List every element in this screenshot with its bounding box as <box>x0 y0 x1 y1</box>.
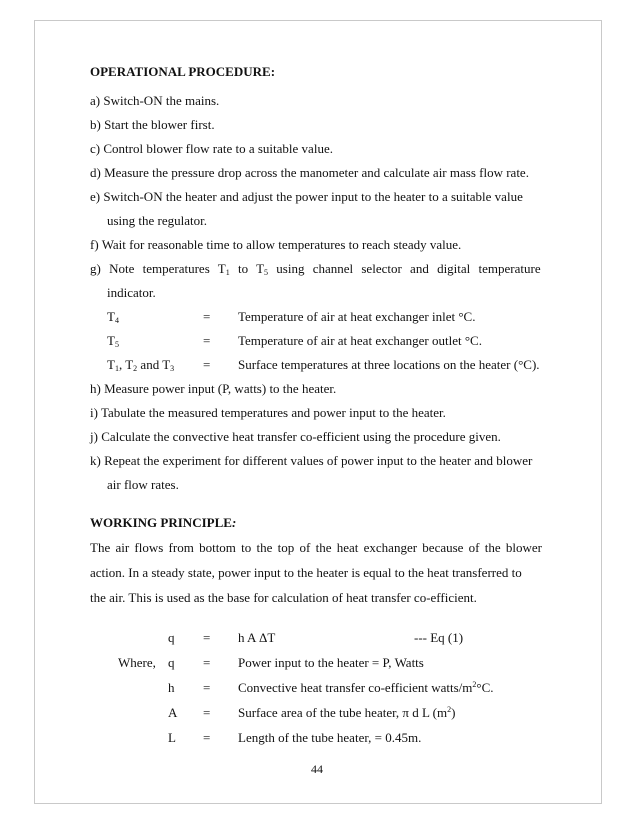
step-k-continued: air flow rates. <box>107 477 179 492</box>
equals-sign: = <box>203 680 211 695</box>
step-letter: i) <box>90 405 98 420</box>
equals-sign: = <box>203 705 211 720</box>
step-text: Tabulate the measured temperatures and power input to the heater. <box>100 405 446 420</box>
step-letter: g) <box>90 261 101 276</box>
step-e <box>90 189 562 205</box>
equation-rhs: h A ΔT <box>238 630 276 645</box>
definition-symbol: L <box>168 730 176 745</box>
step-text: Repeat the experiment for different values of power input to the heater and blower <box>104 453 533 468</box>
definition-symbol: A <box>168 705 178 720</box>
definition-text: Surface area of the tube heater, π d L $(m^2)$ <box>238 705 456 720</box>
definition-text: Length of the tube heater, = 0.45m. <box>238 730 422 745</box>
principle-line-3: the air. This is used as the base for calculation of heat transfer co-efficient. <box>90 590 477 605</box>
temp-description: Surface temperatures at three locations on the heater (°C). <box>238 357 540 372</box>
step-letter: k) <box>90 453 101 468</box>
step-text: Control blower flow rate to a suitable value. <box>103 141 333 156</box>
definition-symbol: q <box>168 655 175 670</box>
equation-label: --- Eq (1) <box>414 630 464 645</box>
step-b <box>90 117 215 133</box>
equals-sign: = <box>203 333 211 348</box>
step-letter: b) <box>90 117 101 132</box>
where-label: Where, <box>118 655 156 670</box>
definition-text: Convective heat transfer co-efficient watts/$m^2^\circ C$. <box>238 680 494 695</box>
step-g-continued: indicator. <box>107 285 156 300</box>
step-letter: d) <box>90 165 101 180</box>
step-text: Note temperatures $T_1$ to $T_5$ using channel selector and digital temperature <box>109 261 541 277</box>
temp-description: Temperature of air at heat exchanger outlet °C. <box>238 333 482 348</box>
step-h <box>90 381 336 397</box>
step-text: Measure the pressure drop across the manometer and calculate air mass flow rate. <box>104 165 529 180</box>
step-letter: a) <box>90 93 101 108</box>
equals-sign: = <box>203 655 211 670</box>
equals-sign: = <box>203 730 211 745</box>
equals-sign: = <box>203 309 211 324</box>
step-g <box>90 261 541 277</box>
step-f <box>90 237 461 253</box>
step-d <box>90 165 529 181</box>
step-letter: e) <box>90 189 101 204</box>
temp-description: Temperature of air at heat exchanger inlet °C. <box>238 309 476 324</box>
temp-symbol: $T_4$ <box>107 309 119 325</box>
definition-text: Power input to the heater = P, Watts <box>238 655 424 670</box>
step-text: Start the blower first. <box>104 117 215 132</box>
procedure-heading: OPERATIONAL PROCEDURE: <box>90 64 276 79</box>
temp-symbol: $T_5$ <box>107 333 119 349</box>
step-letter: j) <box>90 429 98 444</box>
step-letter: f) <box>90 237 99 252</box>
step-text: Wait for reasonable time to allow temperatures to reach steady value. <box>101 237 462 252</box>
step-j <box>90 429 501 445</box>
equals-sign: = <box>203 357 211 372</box>
step-letter: h) <box>90 381 101 396</box>
step-i <box>90 405 446 421</box>
step-letter: c) <box>90 141 101 156</box>
step-c <box>90 141 333 157</box>
temp-symbol: $T_1$, $T_2$ and $T_3$ <box>107 357 175 373</box>
step-e-continued: using the regulator. <box>107 213 208 228</box>
principle-line-2: action. In a steady state, power input to the heater is equal to the heat transferred to <box>90 565 522 580</box>
equation-lhs: q <box>168 630 175 645</box>
principle-line-1: The air flows from bottom to the top of the heat exchanger because of the blower <box>90 540 542 555</box>
step-k <box>90 453 532 469</box>
step-text: Switch-ON the mains. <box>103 93 220 108</box>
step-text: Switch-ON the heater and adjust the power input to the heater to a suitable value <box>103 189 523 204</box>
principle-heading: WORKING PRINCIPLE: <box>90 515 237 530</box>
equals-sign: = <box>203 630 211 645</box>
step-text: Measure power input (P, watts) to the heater. <box>104 381 337 396</box>
page-number: 44 <box>311 762 323 776</box>
step-a <box>90 93 219 109</box>
definition-symbol: h <box>168 680 175 695</box>
step-text: Calculate the convective heat transfer co-efficient using the procedure given. <box>101 429 501 444</box>
